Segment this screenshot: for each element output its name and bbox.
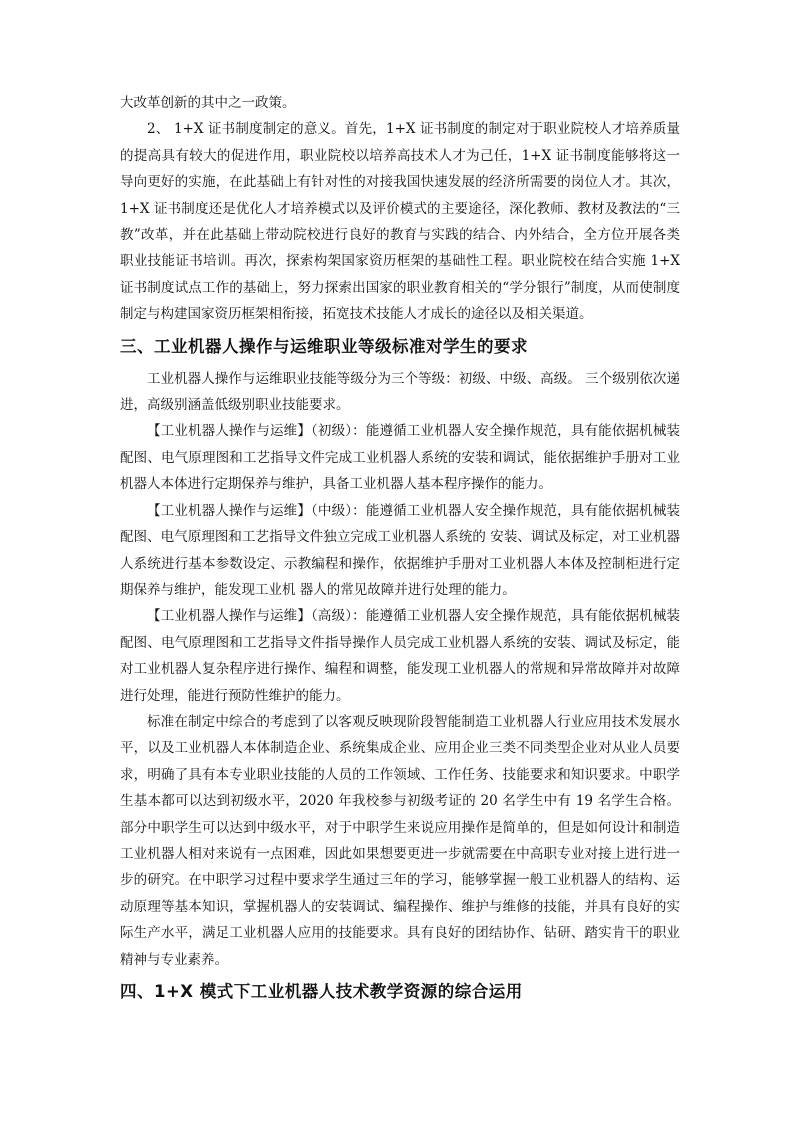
paragraph-level-intermediate: 【工业机器人操作与运维】（中级）：能遵循工业机器人安全操作规范，具有能依据机械装配图、电气原理图和工艺指导文件独立完成工业机器人系统的 安装、调试及标定，对工业机器人系统进行基本参数设定、示教编程和操作，依据维护手册对工业机器人本体及控制柜进行定期保养与维护，能发现工业机 器人的常见故障并进行处理的能力。: [120, 502, 680, 598]
section-heading-4: 四、1+X 模式下工业机器人技术教学资源的综合运用: [120, 982, 523, 1001]
paragraph-significance: 2、 1+X 证书制度制定的意义。首先，1+X 证书制度的制定对于职业院校人才培养质量的提高具有较大的促进作用，职业院校以培养高技术人才为己任，1+X 证书制度能够将这一导向更好的实施，在此基础上有针对性的对接我国快速发展的经济所需要的岗位人才。其次，1+X 证书制度还是优化人才培养模式以及评价模式的主要途径，深化教师、教材及教法的“三教”改革，并在此基础上带动院校进行良好的教育与实践的结合、内外结合，全方位开展各类职业技能证书培训。再次，探索构架国家资历框架的基础性工程。职业院校在结合实施 1+X 证书制度试点工作的基础上，努力探索出国家的职业教育相关的“学分银行”制度，从而使制度制定与构建国家资历框架相衔接，拓宽技术技能人才成长的途径以及相关渠道。: [120, 121, 680, 323]
paragraph-standard-analysis: 标准在制定中综合的考虑到了以客观反映现阶段智能制造工业机器人行业应用技术发展水平，以及工业机器人本体制造企业、系统集成企业、应用企业三类不同类型企业对从业人员要求，明确了具有本专业职业技能的人员的工作领域、工作任务、技能要求和知识要求。中职学生基本都可以达到初级水平，2020 年我校参与初级考证的 20 名学生中有 19 名学生合格。部分中职学生可以达到中级水平，对于中职学生来说应用操作是简单的，但是如何设计和制造工业机器人相对来说有一点困难，因此如果想要更进一步就需要在中高职专业对接上进行进一步的研究。在中职学习过程中要求学生通过三年的学习，能够掌握一般工业机器人的结构、运动原理等基本知识，掌握机器人的安装调试、编程操作、维护与维修的技能，并具有良好的实际生产水平，满足工业机器人应用的技能要求。具有良好的团结协作、钻研、踏实肯干的职业精神与专业素养。: [120, 713, 680, 968]
document-page: [120, 90, 680, 1011]
section-heading-3: 三、工业机器人操作与运维职业等级标准对学生的要求: [120, 336, 528, 356]
paragraph-level-junior: 【工业机器人操作与运维】（初级）：能遵循工业机器人安全操作规范，具有能依据机械装配图、电气原理图和工艺指导文件完成工业机器人系统的安装和调试，能依据维护手册对工业机器人本体进行定期保养与维护，具备工业机器人基本程序操作的能力。: [120, 423, 680, 493]
paragraph-continuation: 大改革创新的其中之一政策。: [120, 95, 296, 111]
paragraph-levels-intro: 工业机器人操作与运维职业技能等级分为三个等级：初级、中级、高级。 三个级别依次递进，高级别涵盖低级别职业技能要求。: [120, 370, 680, 414]
paragraph-level-senior: 【工业机器人操作与运维】（高级）：能遵循工业机器人安全操作规范，具有能依据机械装配图、电气原理图和工艺指导文件指导操作人员完成工业机器人系统的安装、调试及标定，能对工业机器人复杂程序进行操作、编程和调整，能发现工业机器人的常规和异常故障并对故障进行处理，能进行预防性维护的能力。: [120, 608, 680, 704]
